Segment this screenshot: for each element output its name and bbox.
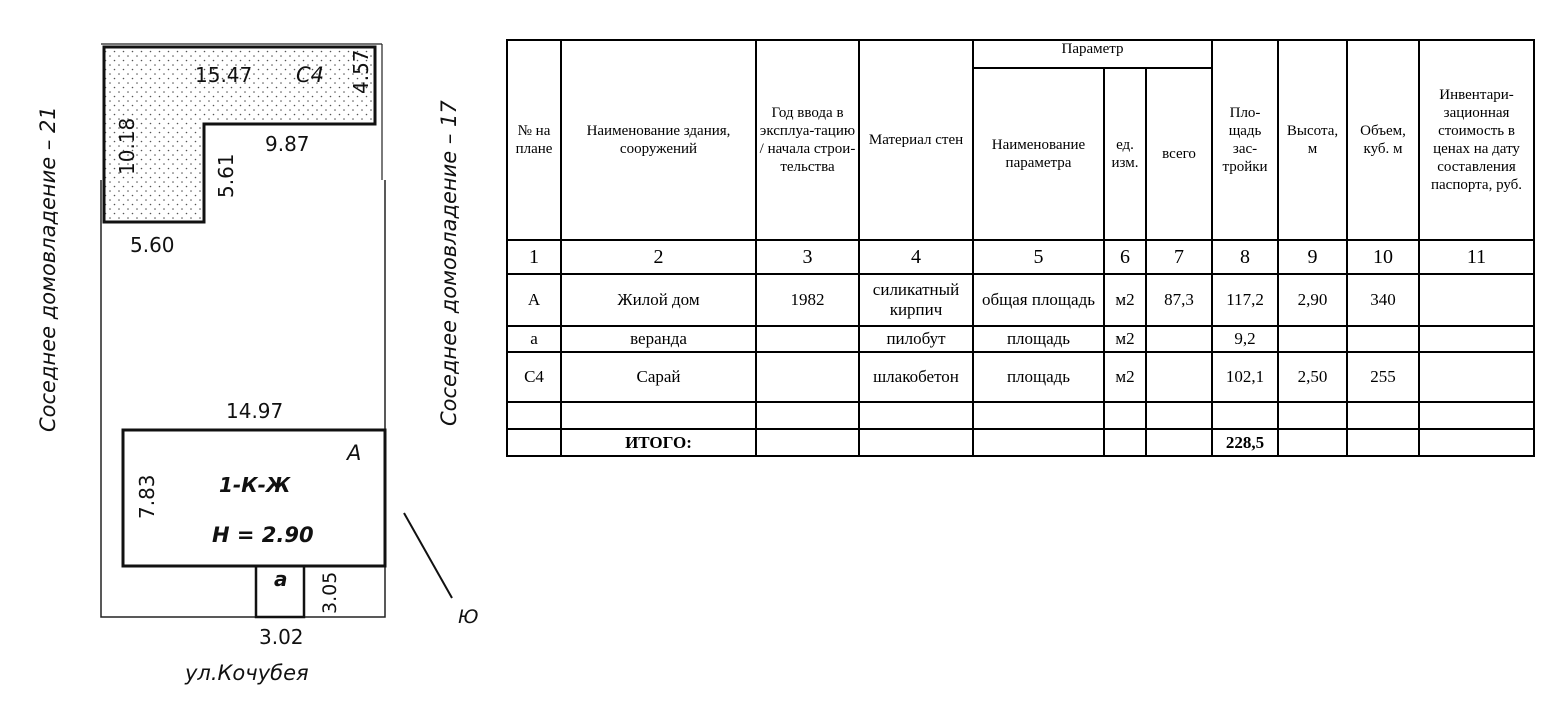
- table-row-empty: [507, 402, 1534, 429]
- cell-total: [1146, 352, 1212, 402]
- table-row: [507, 326, 1534, 352]
- cell-year: [756, 326, 859, 352]
- label-a-height: Н = 2.90: [212, 523, 314, 547]
- total-row: [507, 429, 1534, 456]
- dim-a-top: 14.97: [226, 399, 284, 423]
- col-number: 5: [973, 240, 1104, 274]
- cell-total: [1146, 326, 1212, 352]
- total-label: ИТОГО:: [561, 429, 756, 456]
- south-label: Ю: [458, 606, 479, 628]
- cell-param-name: общая площадь: [973, 274, 1104, 326]
- total-area: 228,5: [1212, 429, 1278, 456]
- cell-area: 102,1: [1212, 352, 1278, 402]
- cell-area: 9,2: [1212, 326, 1278, 352]
- header-year: Год ввода в эксплуа-тацию / начала строи-тельства: [756, 40, 859, 240]
- cell-cost: [1419, 274, 1534, 326]
- table-row: [507, 274, 1534, 326]
- cell-empty: [756, 429, 859, 456]
- neighbor-right-label: Соседнее домовладение – 17: [437, 100, 461, 426]
- header-num: № на плане: [507, 40, 561, 240]
- cell-total: 87,3: [1146, 274, 1212, 326]
- cell-empty: [561, 402, 756, 429]
- cell-empty: [1419, 429, 1534, 456]
- col-number: 3: [756, 240, 859, 274]
- header-total: всего: [1146, 68, 1212, 240]
- dim-veranda-side: 3.05: [319, 571, 341, 614]
- label-a-type: 1-К-Ж: [219, 473, 291, 497]
- cell-material: шлакобетон: [859, 352, 973, 402]
- table-row: [507, 352, 1534, 402]
- building-passport-table: [506, 39, 1535, 457]
- cell-year: 1982: [756, 274, 859, 326]
- cell-year: [756, 352, 859, 402]
- label-a: А: [347, 441, 362, 465]
- cell-empty: [1104, 402, 1146, 429]
- cell-empty: [1212, 402, 1278, 429]
- header-param-group: Параметр: [973, 40, 1212, 68]
- col-number: 2: [561, 240, 756, 274]
- cell-unit: м2: [1104, 352, 1146, 402]
- cell-material: силикатный кирпич: [859, 274, 973, 326]
- col-number: 11: [1419, 240, 1534, 274]
- label-veranda: а: [274, 567, 288, 591]
- cell-empty: [973, 402, 1104, 429]
- col-number: 7: [1146, 240, 1212, 274]
- header-name: Наименование здания, сооружений: [561, 40, 756, 240]
- cell-empty: [973, 429, 1104, 456]
- col-number: 1: [507, 240, 561, 274]
- cell-empty: [756, 402, 859, 429]
- header-unit: ед. изм.: [1104, 68, 1146, 240]
- dim-veranda-bottom: 3.02: [259, 625, 304, 649]
- cell-unit: м2: [1104, 274, 1146, 326]
- col-number: 6: [1104, 240, 1146, 274]
- dim-c4-left: 10.18: [115, 117, 139, 175]
- cell-height: 2,50: [1278, 352, 1347, 402]
- cell-name: Сарай: [561, 352, 756, 402]
- cell-param-name: площадь: [973, 326, 1104, 352]
- dim-a-left: 7.83: [135, 474, 159, 519]
- cell-empty: [1146, 429, 1212, 456]
- header-volume: Объем, куб. м: [1347, 40, 1419, 240]
- dim-c4-inner: 9.87: [265, 132, 310, 156]
- cell-empty: [507, 429, 561, 456]
- cell-height: [1278, 326, 1347, 352]
- col-number: 10: [1347, 240, 1419, 274]
- header-param-name: Наименование параметра: [973, 68, 1104, 240]
- cell-cost: [1419, 352, 1534, 402]
- cell-height: 2,90: [1278, 274, 1347, 326]
- cell-num: А: [507, 274, 561, 326]
- cell-empty: [1146, 402, 1212, 429]
- cell-empty: [859, 429, 973, 456]
- col-number: 9: [1278, 240, 1347, 274]
- column-number-row: [507, 240, 1534, 274]
- dim-c4-step: 5.61: [214, 153, 238, 198]
- cell-empty: [1278, 429, 1347, 456]
- cell-area: 117,2: [1212, 274, 1278, 326]
- cell-volume: 340: [1347, 274, 1419, 326]
- cell-cost: [1419, 326, 1534, 352]
- cell-num: С4: [507, 352, 561, 402]
- cell-empty: [507, 402, 561, 429]
- site-plan: [0, 0, 500, 710]
- header-material: Материал стен: [859, 40, 973, 240]
- header-area: Пло-щадь зас-тройки: [1212, 40, 1278, 240]
- cell-name: Жилой дом: [561, 274, 756, 326]
- dim-c4-top: 15.47: [195, 63, 253, 87]
- cell-name: веранда: [561, 326, 756, 352]
- header-height: Высота, м: [1278, 40, 1347, 240]
- street-label: ул.Кочубея: [185, 661, 309, 685]
- dim-c4-right: 4.57: [349, 49, 373, 94]
- cell-volume: 255: [1347, 352, 1419, 402]
- south-arrow: [404, 513, 452, 598]
- col-number: 8: [1212, 240, 1278, 274]
- cell-empty: [859, 402, 973, 429]
- cell-empty: [1278, 402, 1347, 429]
- dim-c4-bottom: 5.60: [130, 233, 175, 257]
- cell-material: пилобут: [859, 326, 973, 352]
- cell-empty: [1347, 402, 1419, 429]
- neighbor-left-label: Соседнее домовладение – 21: [36, 106, 60, 432]
- cell-empty: [1104, 429, 1146, 456]
- label-c4: С4: [296, 63, 325, 87]
- cell-num: а: [507, 326, 561, 352]
- cell-param-name: площадь: [973, 352, 1104, 402]
- cell-empty: [1419, 402, 1534, 429]
- header-cost: Инвентари-зационная стоимость в ценах на дату составления паспорта, руб.: [1419, 40, 1534, 240]
- col-number: 4: [859, 240, 973, 274]
- cell-empty: [1347, 429, 1419, 456]
- cell-volume: [1347, 326, 1419, 352]
- cell-unit: м2: [1104, 326, 1146, 352]
